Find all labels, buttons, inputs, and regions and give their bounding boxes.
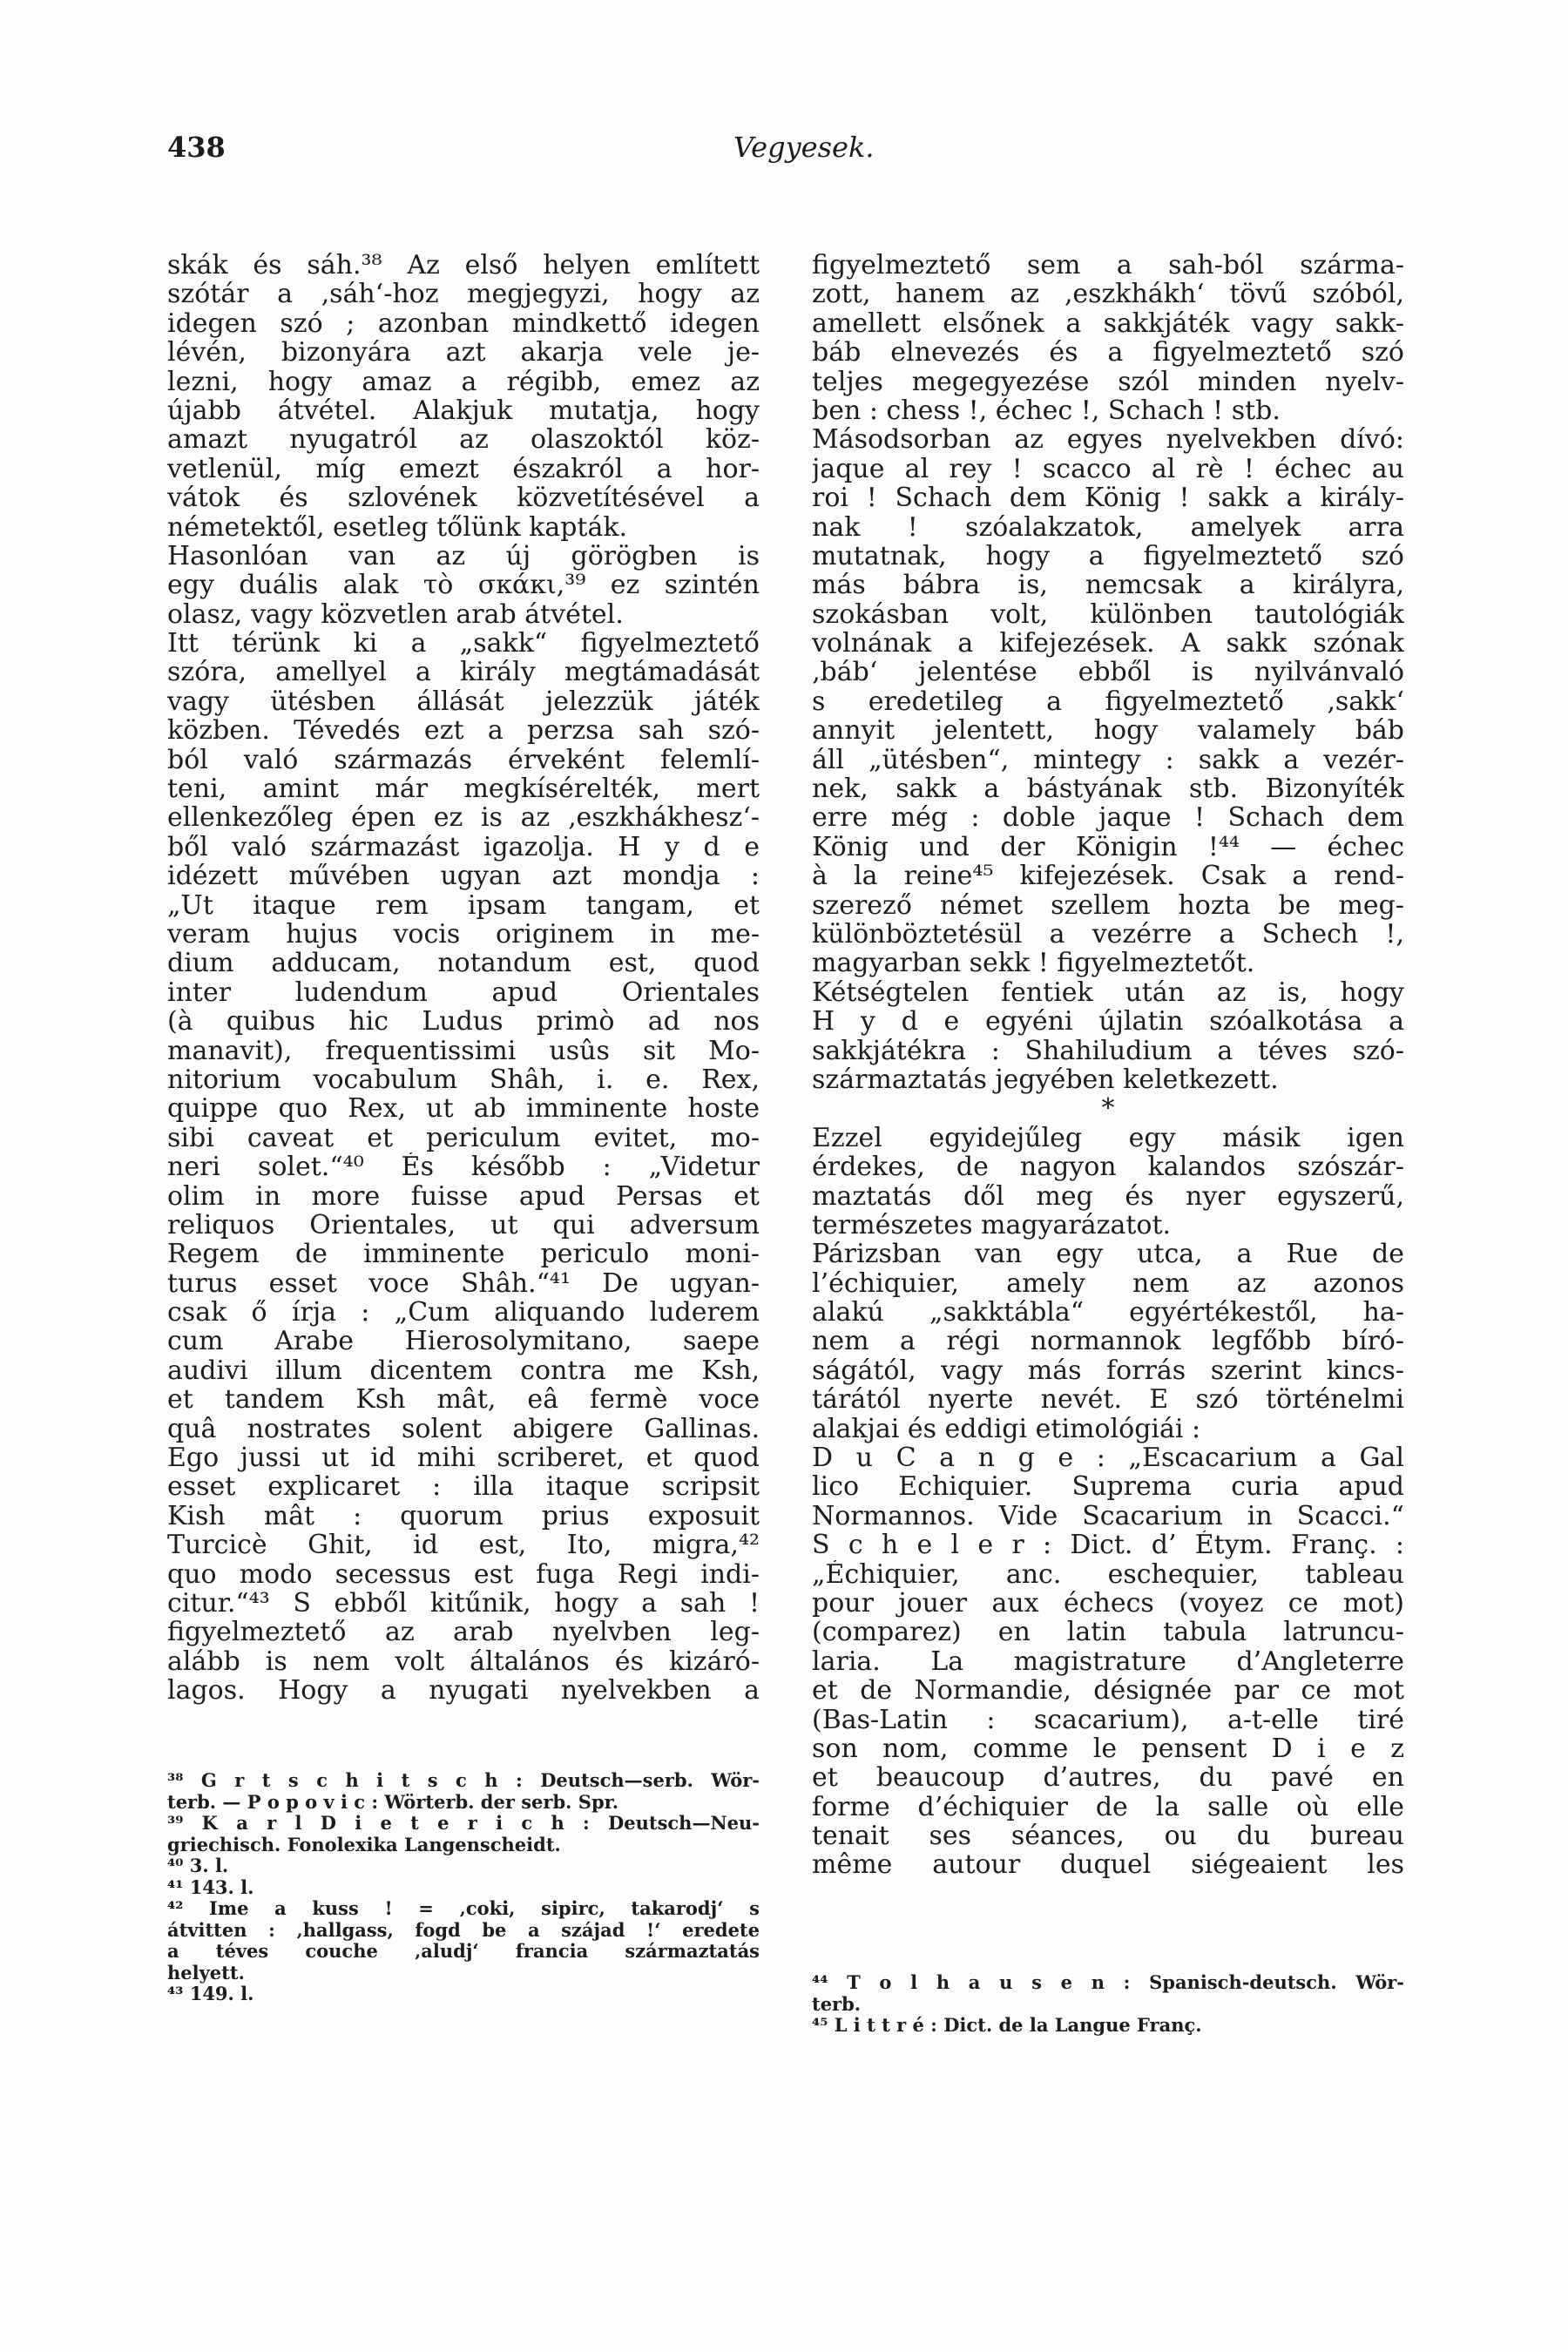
text-line: ből való származást igazolja. H y d e xyxy=(167,832,760,862)
text-line: à la reine⁴⁵ kifejezések. Csak a rend- xyxy=(812,862,1404,891)
text-line: vetlenül, míg emezt északról a hor- xyxy=(167,454,760,484)
text-line: szóra, amellyel a király megtámadását xyxy=(167,658,760,687)
text-line: csak ő írja : „Cum aliquando luderem xyxy=(167,1298,760,1328)
text-line: amazt nyugatról az olaszoktól köz- xyxy=(167,425,760,455)
text-line: „Échiquier, anc. eschequier, tableau xyxy=(812,1559,1404,1589)
text-line: vátok és szlovének közvetítésével a xyxy=(167,483,760,513)
footnote-line: terb. xyxy=(812,1993,862,2015)
text-line: báb elnevezés és a figyelmeztető szó xyxy=(812,338,1404,368)
text-line: olasz, vagy közvetlen arab átvétel. xyxy=(167,599,624,630)
text-line: szótár a ‚sáh‘-hoz megjegyzi, hogy az xyxy=(167,280,760,309)
footnote-line: ⁴¹ 143. l. xyxy=(167,1876,254,1898)
footnote-line: terb. — P o p o v i c : Wörterb. der serb. Spr. xyxy=(167,1791,619,1813)
footnote-line: ³⁸ G r t s c h i t s c h : Deutsch—serb. Wör- xyxy=(167,1770,760,1791)
text-line: ellenkezőleg épen ez is az ‚eszkhákhesz‘- xyxy=(167,803,760,833)
text-line: turus esset voce Shâh.“⁴¹ De ugyan- xyxy=(167,1268,760,1299)
footnote-line: ⁴⁴ T o l h a u s e n : Spanisch-deutsch. Wör- xyxy=(812,1972,1404,1993)
text-line: neri solet.“⁴⁰ És később : „Videtur xyxy=(167,1152,760,1182)
footnote-line: ⁴⁰ 3. l. xyxy=(167,1855,229,1876)
text-line: olim in more fuisse apud Persas et xyxy=(167,1181,760,1211)
text-line: vagy ütésben állását jelezzük játék xyxy=(167,686,760,717)
text-line: amellett elsőnek a sakkjáték vagy sakk- xyxy=(812,308,1404,339)
text-line: reliquos Orientales, ut qui adversum xyxy=(167,1210,760,1240)
text-line: skák és sáh.³⁸ Az első helyen említett xyxy=(167,251,760,280)
text-line: lagos. Hogy a nyugati nyelvekben a xyxy=(167,1676,760,1706)
text-line: Kétségtelen fentiek után az is, hogy xyxy=(812,977,1404,1008)
text-line: (à quibus hic Ludus primò ad nos xyxy=(167,1007,760,1037)
text-line: tárától nyerte nevét. E szó történelmi xyxy=(812,1385,1404,1415)
text-line: alább is nem volt általános és kizáró- xyxy=(167,1646,760,1677)
text-line: más bábra is, nemcsak a királyra, xyxy=(812,571,1404,600)
text-line: származtatás jegyében keletkezett. xyxy=(812,1064,1279,1095)
text-column-right xyxy=(812,251,1404,1880)
text-line: et de Normandie, désignée par ce mot xyxy=(812,1676,1404,1706)
text-line: alakjai és eddigi etimológiái : xyxy=(812,1414,1201,1444)
text-line: teni, amint már megkísérelték, mert xyxy=(167,774,760,804)
text-line: et tandem Ksh mât, eâ fermè voce xyxy=(167,1385,760,1415)
text-line: erre még : doble jaque ! Schach dem xyxy=(812,803,1404,833)
text-line: magyarban sekk ! figyelmeztetőt. xyxy=(812,949,1255,978)
text-line: lezni, hogy amaz a régibb, emez az xyxy=(167,367,760,396)
text-line: l’échiquier, amely nem az azonos xyxy=(812,1268,1404,1299)
text-line: Ezzel egyidejűleg egy másik igen xyxy=(812,1123,1404,1153)
text-line: pour jouer aux échecs (voyez ce mot) xyxy=(812,1588,1404,1619)
text-line: manavit), frequentissimi usûs sit Mo- xyxy=(167,1036,760,1065)
text-line: maztatás dől meg és nyer egyszerű, xyxy=(812,1181,1404,1211)
text-line: alakú „sakktábla“ egyértékestől, ha- xyxy=(812,1298,1404,1328)
text-line: Ego jussi ut id mihi scriberet, et quod xyxy=(167,1443,760,1473)
text-line: roi ! Schach dem König ! sakk a király- xyxy=(812,483,1404,513)
text-line: Regem de imminente periculo moni- xyxy=(167,1240,760,1269)
footnotes-right xyxy=(812,1972,1404,2037)
text-line: újabb átvétel. Alakjuk mutatja, hogy xyxy=(167,395,760,426)
text-line: (comparez) en latin tabula latruncu- xyxy=(812,1618,1404,1647)
text-line: közben. Tévedés ezt a perzsa sah szó- xyxy=(167,716,760,746)
text-line: H y d e egyéni újlatin szóalkotása a xyxy=(812,1007,1404,1037)
text-line: * xyxy=(1101,1094,1115,1124)
text-line: ból való származás érveként felemlí- xyxy=(167,745,760,775)
footnote-line: ³⁹ K a r l D i e t e r i c h : Deutsch—Neu- xyxy=(167,1813,760,1834)
text-line: idegen szó ; azonban mindkettő idegen xyxy=(167,308,760,339)
text-line: même autour duquel siégeaient les xyxy=(812,1850,1404,1880)
text-line: ben : chess !, échec !, Schach ! stb. xyxy=(812,395,1281,426)
text-line: szerező német szellem hozta be meg- xyxy=(812,890,1404,920)
text-line: S c h e l e r : Dict. d’ Étym. Franç. : xyxy=(812,1531,1404,1560)
text-line: sakkjátékra : Shahiludium a téves szó- xyxy=(812,1036,1404,1065)
footnote-line: helyett. xyxy=(167,1962,245,1984)
text-line: quâ nostrates solent abigere Gallinas. xyxy=(167,1414,760,1444)
text-line: ‚báb‘ jelentése ebből is nyilvánvaló xyxy=(812,658,1404,687)
text-line: sibi caveat et periculum evitet, mo- xyxy=(167,1123,760,1153)
text-line: cum Arabe Hierosolymitano, saepe xyxy=(167,1327,760,1356)
text-line: s eredetileg a figyelmeztető ‚sakk‘ xyxy=(812,686,1404,717)
text-line: laria. La magistrature d’Angleterre xyxy=(812,1646,1404,1677)
page-number: 438 xyxy=(167,131,226,164)
text-line: quippe quo Rex, ut ab imminente hoste xyxy=(167,1094,760,1124)
text-line: nitorium vocabulum Shâh, i. e. Rex, xyxy=(167,1064,760,1095)
text-line: Itt térünk ki a „sakk“ figyelmeztető xyxy=(167,629,760,659)
text-line: et beaucoup d’autres, du pavé en xyxy=(812,1763,1404,1793)
text-column-left xyxy=(167,251,760,1706)
text-line: jaque al rey ! scacco al rè ! échec au xyxy=(812,454,1404,484)
footnote-line: a téves couche ‚aludj‘ francia származtatás xyxy=(167,1941,760,1962)
text-line: nem a régi normannok legfőbb bíró- xyxy=(812,1327,1404,1356)
footnote-line: griechisch. Fonolexika Langenscheidt. xyxy=(167,1834,561,1855)
footnotes-left xyxy=(167,1770,760,2005)
text-line: Kish mât : quorum prius exposuit xyxy=(167,1501,760,1531)
text-line: ságától, vagy más forrás szerint kincs- xyxy=(812,1355,1404,1386)
text-line: egy duális alak τὸ σκάκι,³⁹ ez szintén xyxy=(167,571,760,600)
text-line: audivi illum dicentem contra me Ksh, xyxy=(167,1355,760,1386)
text-line: lévén, bizonyára azt akarja vele je- xyxy=(167,338,760,368)
text-line: veram hujus vocis originem in me- xyxy=(167,919,760,950)
running-title: Vegyesek. xyxy=(733,131,875,164)
text-line: nek, sakk a bástyának stb. Bizonyíték xyxy=(812,774,1404,804)
text-line: figyelmeztető az arab nyelvben leg- xyxy=(167,1618,760,1647)
footnote-line: ⁴⁵ L i t t r é : Dict. de la Langue Franç. xyxy=(812,2015,1202,2036)
text-line: quo modo secessus est fuga Regi indi- xyxy=(167,1559,760,1589)
text-line: áll „ütésben“, mintegy : sakk a vezér- xyxy=(812,745,1404,775)
text-line: természetes magyarázatot. xyxy=(812,1210,1172,1240)
text-line: son nom, comme le pensent D i e z xyxy=(812,1734,1404,1764)
text-line: Normannos. Vide Scacarium in Scacci.“ xyxy=(812,1501,1404,1531)
text-line: volnának a kifejezések. A sakk szónak xyxy=(812,629,1404,659)
text-line: figyelmeztető sem a sah-ból szárma- xyxy=(812,251,1404,280)
text-line: König und der Königin !⁴⁴ — échec xyxy=(812,832,1404,862)
text-line: Turcicè Ghit, id est, Ito, migra,⁴² xyxy=(167,1531,760,1560)
footnote-line: ⁴³ 149. l. xyxy=(167,1984,254,2004)
text-line: érdekes, de nagyon kalandos szószár- xyxy=(812,1152,1404,1182)
text-line: lico Echiquier. Suprema curia apud xyxy=(812,1472,1404,1502)
text-line: (Bas-Latin : scacarium), a-t-elle tiré xyxy=(812,1705,1404,1734)
text-line: különböztetésül a vezérre a Schech !, xyxy=(812,919,1404,950)
text-line: dium adducam, notandum est, quod xyxy=(167,949,760,978)
text-line: teljes megegyezése szól minden nyelv- xyxy=(812,367,1404,396)
text-line: forme d’échiquier de la salle où elle xyxy=(812,1792,1404,1822)
text-line: esset explicaret : illa itaque scripsit xyxy=(167,1472,760,1502)
text-line: D u C a n g e : „Escacarium a Gal xyxy=(812,1443,1404,1473)
text-line: németektől, esetleg tőlünk kapták. xyxy=(167,512,628,542)
text-line: Hasonlóan van az új görögben is xyxy=(167,541,760,571)
footnote-line: ⁴² Ime a kuss ! = ‚coki, sipirc, takarodj‘ s xyxy=(167,1898,760,1919)
text-line: citur.“⁴³ S ebből kitűnik, hogy a sah ! xyxy=(167,1588,760,1619)
text-line: mutatnak, hogy a figyelmeztető szó xyxy=(812,541,1404,571)
text-line: „Ut itaque rem ipsam tangam, et xyxy=(167,890,760,920)
text-line: Másodsorban az egyes nyelvekben dívó: xyxy=(812,425,1404,455)
text-line: idézett művében ugyan azt mondja : xyxy=(167,862,760,891)
text-line: inter ludendum apud Orientales xyxy=(167,977,760,1008)
text-line: annyit jelentett, hogy valamely báb xyxy=(812,716,1404,746)
text-line: szokásban volt, különben tautológiák xyxy=(812,599,1404,630)
text-line: tenait ses séances, ou du bureau xyxy=(812,1821,1404,1851)
text-line: nak ! szóalakzatok, amelyek arra xyxy=(812,512,1404,542)
footnote-line: átvitten : ‚hallgass, fogd be a szájad !‘ eredete xyxy=(167,1919,760,1941)
text-line: Párizsban van egy utca, a Rue de xyxy=(812,1240,1404,1269)
text-line: zott, hanem az ‚eszkhákh‘ tövű szóból, xyxy=(812,280,1404,309)
